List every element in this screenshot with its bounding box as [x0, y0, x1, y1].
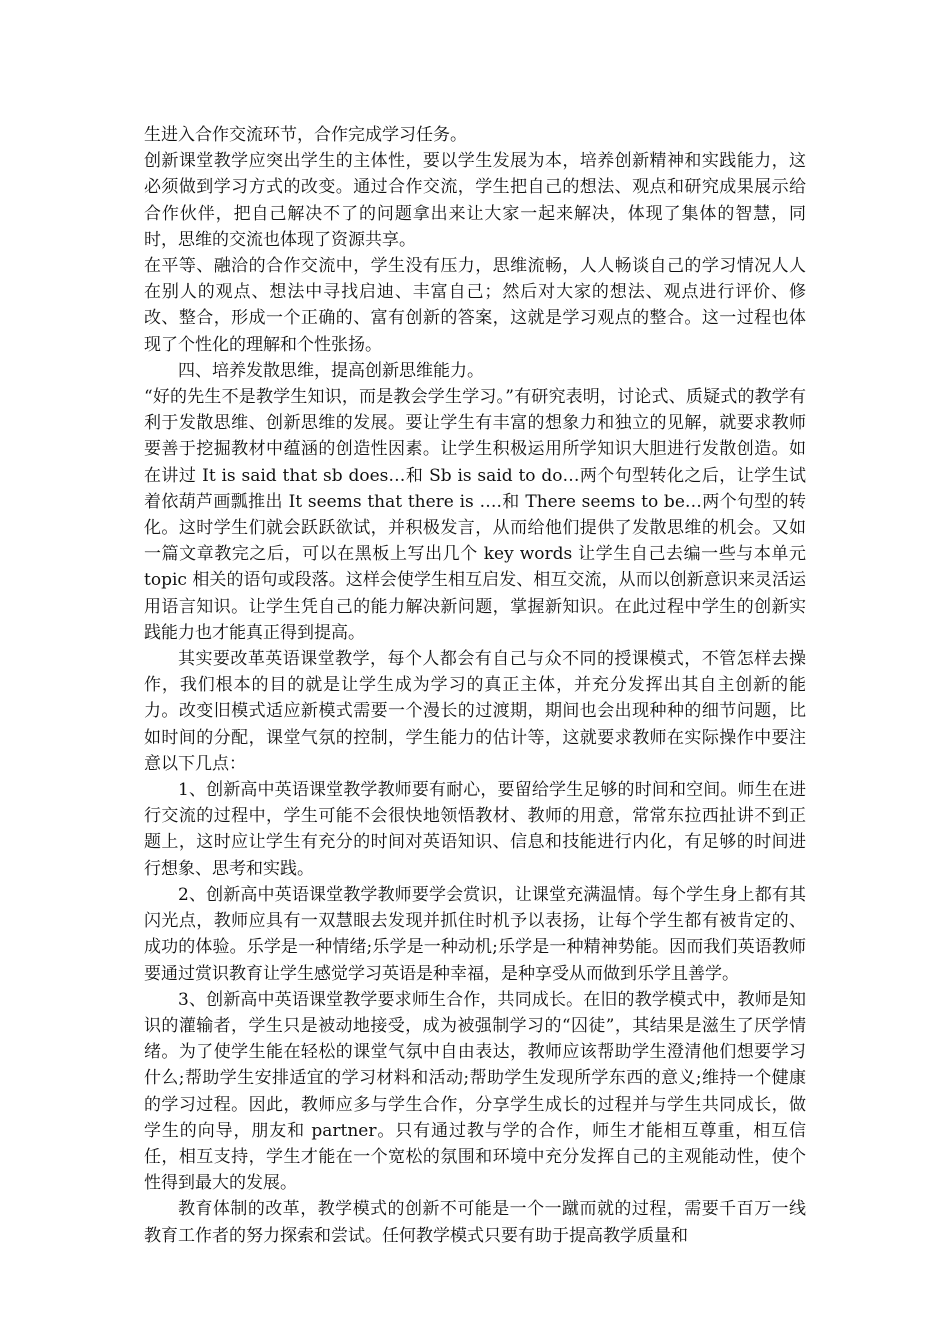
- paragraph: 教育体制的改革，教学模式的创新不可能是一个一蹴而就的过程，需要千百万一线教育工作者的努力探索和尝试。任何教学模式只要有助于提高教学质量和: [144, 1199, 806, 1246]
- list-item: 2、创新高中英语课堂教学教师要学会赏识，让课堂充满温情。每个学生身上都有其闪光点，教师应具有一双慧眼去发现并抓住时机予以表扬，让每个学生都有被肯定的、成功的体验。乐学是一种情绪;乐学是一种动机;乐学是一种精神势能。因而我们英语教师要通过赏识教育让学生感觉学习英语是种幸福，是种享受从而做到乐学且善学。: [144, 884, 806, 984]
- paragraph: “好的先生不是教学生知识，而是教会学生学习。”有研究表明，讨论式、质疑式的教学有利于发散思维、创新思维的发展。要让学生有丰富的想象力和独立的见解，就要求教师要善于挖掘教材中蕴涵的创造性因素。让学生积极运用所学知识大胆进行发散创造。如在讲过 It is said that sb does…和 Sb is said to do…两个句型转化之后，让学生试着依葫芦画瓢推出 It seems that there is ….和 There seems to be…两个句型的转化。这时学生们就会跃跃欲试，并积极发言，从而给他们提供了发散思维的机会。又如一篇文章教完之后，可以在黑板上写出几个 key words 让学生自己去编一些与本单元 topic 相关的语句或段落。这样会使学生相互启发、相互交流，从而以创新意识来灵活运用语言知识。让学生凭自己的能力解决新问题，掌握新知识。在此过程中学生的创新实践能力也才能真正得到提高。: [144, 387, 806, 643]
- list-item: 3、创新高中英语课堂教学要求师生合作，共同成长。在旧的教学模式中，教师是知识的灌输者，学生只是被动地接受，成为被强制学习的“囚徒”，其结果是滋生了厌学情绪。为了使学生能在轻松的课堂气氛中自由表达，教师应该帮助学生澄清他们想要学习什么;帮助学生安排适宜的学习材料和活动;帮助学生发现所学东西的意义;维持一个健康的学习过程。因此，教师应多与学生合作，分享学生成长的过程并与学生共同成长，做学生的向导，朋友和 partner。只有通过教与学的合作，师生才能相互尊重，相互信任，相互支持，学生才能在一个宽松的氛围和环境中充分发挥自己的主观能动性，使个性得到最大的发展。: [144, 989, 806, 1194]
- list-item: 1、创新高中英语课堂教学教师要有耐心，要留给学生足够的时间和空间。师生在进行交流的过程中，学生可能不会很快地领悟教材、教师的用意，常常东拉西扯讲不到正题上，这时应让学生有充分的时间对英语知识、信息和技能进行内化，有足够的时间进行想象、思考和实践。: [144, 780, 806, 879]
- document-body: [144, 122, 806, 1249]
- paragraph: 生进入合作交流环节，合作完成学习任务。: [144, 125, 467, 145]
- paragraph: 创新课堂教学应突出学生的主体性，要以学生发展为本，培养创新精神和实践能力，这必须做到学习方式的改变。通过合作交流，学生把自己的想法、观点和研究成果展示给合作伙伴，把自己解决不了的问题拿出来让大家一起来解决，体现了集体的智慧，同时，思维的交流也体现了资源共享。: [144, 151, 806, 250]
- paragraph: 其实要改革英语课堂教学，每个人都会有自己与众不同的授课模式，不管怎样去操作，我们根本的目的就是让学生成为学习的真正主体，并充分发挥出其自主创新的能力。改变旧模式适应新模式需要一个漫长的过渡期，期间也会出现种种的细节问题，比如时间的分配，课堂气氛的控制，学生能力的估计等，这就要求教师在实际操作中要注意以下几点：: [144, 649, 806, 774]
- paragraph: 在平等、融洽的合作交流中，学生没有压力，思维流畅，人人畅谈自己的学习情况人人在别人的观点、想法中寻找启迪、丰富自己；然后对大家的想法、观点进行评价、修改、整合，形成一个正确的、富有创新的答案，这就是学习观点的整合。这一过程也体现了个性化的理解和个性张扬。: [144, 256, 806, 355]
- section-heading: 四、培养发散思维，提高创新思维能力。: [178, 360, 484, 381]
